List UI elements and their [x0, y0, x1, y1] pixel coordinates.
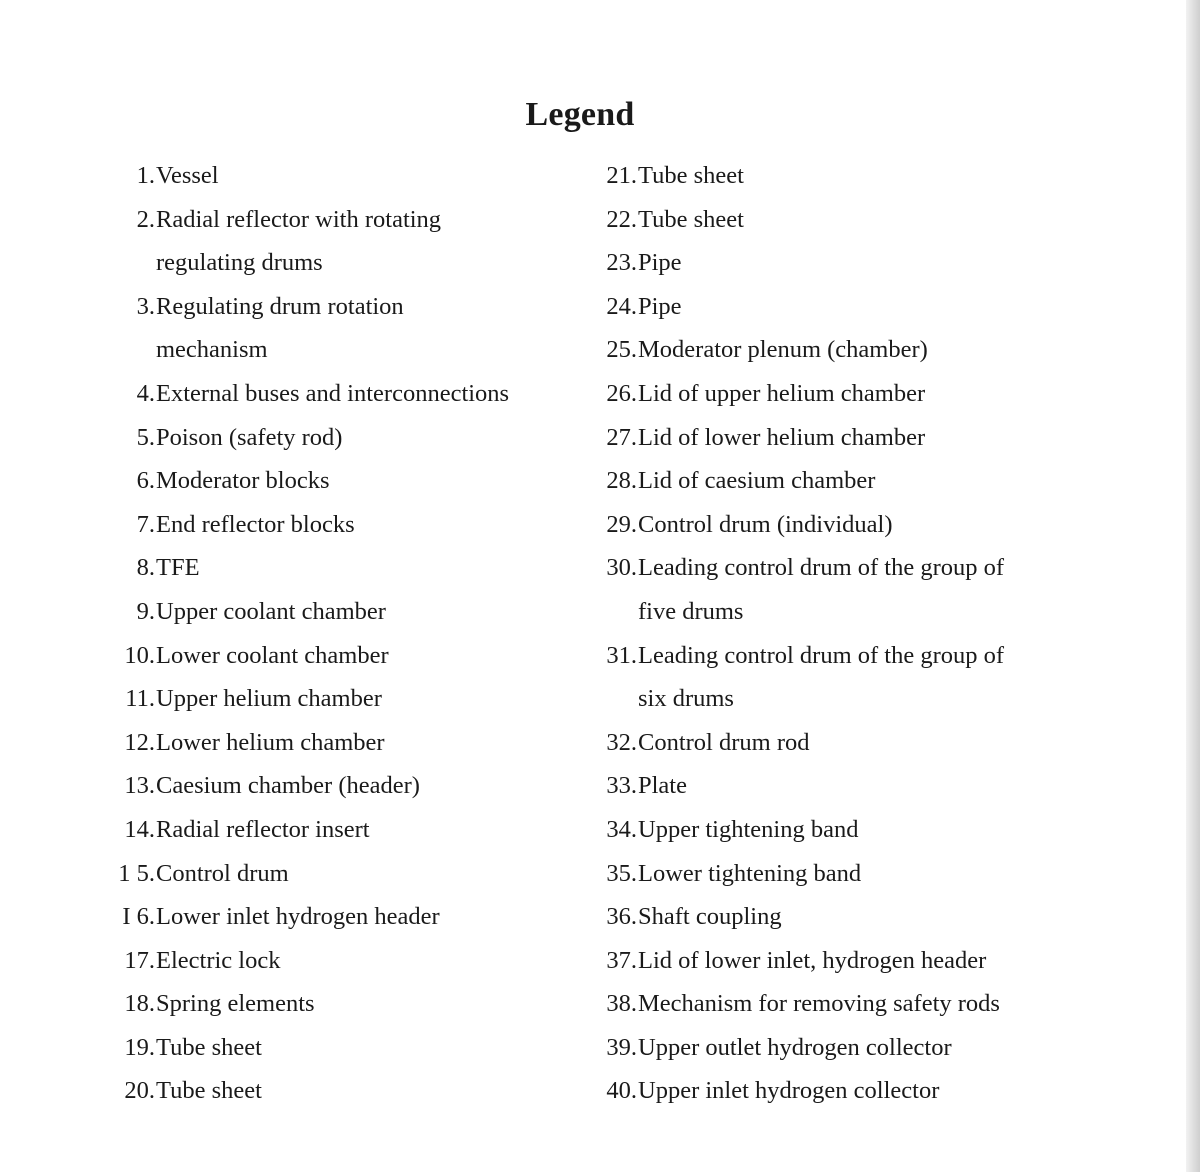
legend-item-label: [156, 939, 556, 983]
legend-item: [110, 1069, 570, 1113]
legend-item-label: [638, 1069, 1048, 1113]
legend-item-number: 29.: [606, 510, 637, 538]
legend-item-label: [156, 764, 556, 808]
legend-item: [110, 372, 570, 416]
legend-item-label-line: Leading control drum of the group of: [638, 641, 1005, 669]
legend-item-number: 1.: [136, 162, 155, 189]
legend-item-label-line: Tube sheet: [156, 1033, 262, 1061]
legend-item-label: [638, 808, 1048, 852]
legend-item-number: 10.: [124, 641, 155, 669]
legend-item-label: [638, 982, 1048, 1026]
legend-item-number: 38.: [606, 990, 637, 1018]
legend-left-column: [110, 154, 570, 1113]
legend-item-label-line: mechanism: [156, 336, 268, 364]
legend-item-label-line: Vessel: [156, 162, 219, 189]
legend-item: [592, 1026, 1062, 1070]
legend-item-label: [156, 503, 556, 547]
legend-item-number: 39.: [606, 1033, 637, 1061]
legend-item: [592, 721, 1062, 765]
legend-item-number: 8.: [136, 554, 155, 582]
legend-item-label: [156, 198, 556, 285]
legend-item-label-line: Lower inlet hydrogen header: [156, 903, 440, 931]
legend-item-number: 5.: [136, 423, 155, 451]
legend-item-label-line: Radial reflector insert: [156, 815, 370, 843]
legend-item-number: 37.: [606, 946, 637, 974]
legend-item: [110, 546, 570, 590]
legend-item: [592, 241, 1062, 285]
legend-item: [110, 1026, 570, 1070]
legend-item-label-line: Poison (safety rod): [156, 423, 343, 451]
legend-item: [592, 634, 1062, 721]
legend-item-number: 12.: [124, 728, 155, 756]
legend-item-label-line: Caesium chamber (header): [156, 772, 420, 800]
legend-item-label: [156, 1069, 556, 1113]
legend-item: [110, 895, 570, 939]
legend-item-label: [638, 1026, 1048, 1070]
legend-item-label: [638, 895, 1048, 939]
legend-item: [110, 808, 570, 852]
legend-item: [110, 285, 570, 372]
legend-item-label-line: Lower coolant chamber: [156, 641, 389, 669]
legend-item-label-line: Control drum (individual): [638, 510, 893, 538]
legend-item-label-line: Radial reflector with rotating: [156, 205, 442, 233]
legend-item: [592, 1069, 1062, 1113]
legend-item-label-line: Spring elements: [156, 990, 315, 1018]
legend-item-label-line: Moderator blocks: [156, 467, 330, 495]
legend-item-number: 9.: [136, 597, 155, 625]
legend-item-label-line: Upper tightening band: [638, 815, 859, 843]
legend-item-number: 34.: [606, 815, 637, 843]
legend-item-label: [638, 459, 1048, 503]
legend-item-label-line: Upper outlet hydrogen collector: [638, 1033, 952, 1061]
legend-item-number: 4.: [136, 379, 155, 407]
legend-title: Legend: [525, 95, 635, 133]
legend-item-label-line: Tube sheet: [156, 1077, 262, 1105]
legend-item-label: [156, 154, 556, 198]
legend-item-label: [156, 634, 556, 678]
legend-item-label: [638, 416, 1048, 460]
legend-item-label-line: Lid of caesium chamber: [638, 467, 876, 495]
legend-item-number: 33.: [606, 772, 637, 800]
legend-item-label-line: Upper helium chamber: [156, 685, 382, 713]
legend-item-label-line: Moderator plenum (chamber): [638, 336, 928, 364]
legend-item: [110, 154, 570, 198]
legend-item-number: 32.: [606, 728, 637, 756]
legend-item-label-line: Upper coolant chamber: [156, 597, 386, 625]
legend-item-number: 6.: [136, 467, 155, 495]
legend-item-number: 25.: [606, 336, 637, 364]
legend-item-number: 14.: [124, 815, 155, 843]
legend-item-label-line: Control drum rod: [638, 728, 810, 756]
legend-item-number: 36.: [606, 903, 637, 931]
legend-item: [592, 285, 1062, 329]
legend-item-number: 7.: [136, 510, 155, 538]
legend-item-label: [156, 721, 556, 765]
legend-item: [110, 198, 570, 285]
legend-item-label: [638, 241, 1048, 285]
legend-item-number: 26.: [606, 379, 637, 407]
legend-item-label: [156, 808, 556, 852]
legend-item: [592, 982, 1062, 1026]
legend-item: [592, 372, 1062, 416]
legend-item: [592, 416, 1062, 460]
legend-item-number: 3.: [136, 292, 155, 320]
legend-item: [592, 154, 1062, 198]
legend-item: [110, 634, 570, 678]
legend-item-label: [156, 677, 556, 721]
legend-item-label-line: six drums: [638, 685, 734, 713]
legend-item: [110, 764, 570, 808]
legend-item: [110, 503, 570, 547]
legend-item-number: 19.: [124, 1033, 155, 1061]
legend-item-label: [638, 852, 1048, 896]
legend-item: [110, 852, 570, 896]
legend-item-label: [638, 546, 1048, 633]
legend-item-label: [156, 459, 556, 503]
legend-item: [592, 459, 1062, 503]
legend-item-label: [156, 895, 556, 939]
legend-item-label: [638, 328, 1048, 372]
legend-item-label-line: Pipe: [638, 292, 682, 320]
legend-item: [592, 503, 1062, 547]
legend-item-number: I 6.: [122, 903, 155, 931]
legend-item-label-line: Tube sheet: [638, 162, 744, 189]
legend-item-label-line: Regulating drum rotation: [156, 292, 404, 320]
page-edge-shadow: [1186, 0, 1200, 1172]
legend-item-label-line: five drums: [638, 597, 744, 625]
legend-item: [592, 939, 1062, 983]
legend-item-label-line: Shaft coupling: [638, 903, 782, 931]
legend-item: [592, 198, 1062, 242]
legend-item-label: [156, 590, 556, 634]
legend-item-label-line: Lid of lower inlet, hydrogen header: [638, 946, 987, 974]
legend-item-label-line: regulating drums: [156, 249, 323, 277]
legend-item: [592, 546, 1062, 633]
legend-item-label: [156, 546, 556, 590]
legend-item-label: [156, 982, 556, 1026]
legend-item-label: [638, 939, 1048, 983]
legend-item: [110, 416, 570, 460]
legend-item-number: 13.: [124, 772, 155, 800]
legend-item-label: [156, 1026, 556, 1070]
legend-item-label: [156, 852, 556, 896]
legend-item-label-line: Plate: [638, 772, 687, 800]
legend-item-number: 17.: [124, 946, 155, 974]
legend-item-number: 2.: [136, 205, 155, 233]
legend-item-label-line: Tube sheet: [638, 205, 744, 233]
legend-item: [110, 982, 570, 1026]
legend-item-number: 11.: [125, 685, 155, 713]
legend-item-label-line: Lid of upper helium chamber: [638, 379, 926, 407]
legend-item: [110, 459, 570, 503]
legend-item-label: [638, 154, 1048, 198]
legend-item-number: 31.: [606, 641, 637, 669]
legend-item-label: [156, 285, 556, 372]
legend-item-label: [638, 634, 1048, 721]
legend-item-label-line: Lower helium chamber: [156, 728, 385, 756]
legend-item: [110, 721, 570, 765]
legend-item-label: [638, 503, 1048, 547]
legend-item-label-line: Control drum: [156, 859, 289, 887]
legend-item: [110, 939, 570, 983]
legend-right-column: [592, 154, 1062, 1113]
legend-item-label-line: External buses and interconnections: [156, 379, 510, 407]
legend-item-number: 40.: [606, 1077, 637, 1105]
legend-item-label-line: Electric lock: [156, 946, 281, 974]
legend-item-number: 1 5.: [118, 859, 155, 887]
legend-item-label: [638, 764, 1048, 808]
legend-item: [592, 328, 1062, 372]
legend-item-number: 35.: [606, 859, 637, 887]
legend-item-number: 23.: [606, 249, 637, 277]
legend-item: [592, 764, 1062, 808]
legend-item-label-line: Upper inlet hydrogen collector: [638, 1077, 940, 1105]
legend-item-number: 22.: [606, 205, 637, 233]
legend-item-label-line: Pipe: [638, 249, 682, 277]
legend-item-label: [638, 372, 1048, 416]
legend-item-number: 24.: [606, 292, 637, 320]
legend-item-number: 28.: [606, 467, 637, 495]
legend-item: [592, 852, 1062, 896]
legend-item-number: 20.: [124, 1077, 155, 1105]
legend-item-label: [638, 721, 1048, 765]
legend-item-label-line: Mechanism for removing safety rods: [638, 990, 1000, 1018]
legend-item-number: 18.: [124, 990, 155, 1018]
legend-item: [110, 590, 570, 634]
legend-item-label: [156, 416, 556, 460]
legend-item-label: [638, 198, 1048, 242]
legend-item-label: [638, 285, 1048, 329]
legend-item-number: 27.: [606, 423, 637, 451]
legend-item-label-line: Lid of lower helium chamber: [638, 423, 926, 451]
legend-item: [110, 677, 570, 721]
legend-item-number: 30.: [606, 554, 637, 582]
legend-item: [592, 808, 1062, 852]
legend-item: [592, 895, 1062, 939]
legend-item-label-line: End reflector blocks: [156, 510, 355, 538]
legend-item-label-line: Leading control drum of the group of: [638, 554, 1005, 582]
legend-item-label: [156, 372, 556, 416]
legend-item-label-line: TFE: [156, 554, 200, 582]
legend-item-number: 21.: [606, 162, 637, 189]
legend-item-label-line: Lower tightening band: [638, 859, 862, 887]
